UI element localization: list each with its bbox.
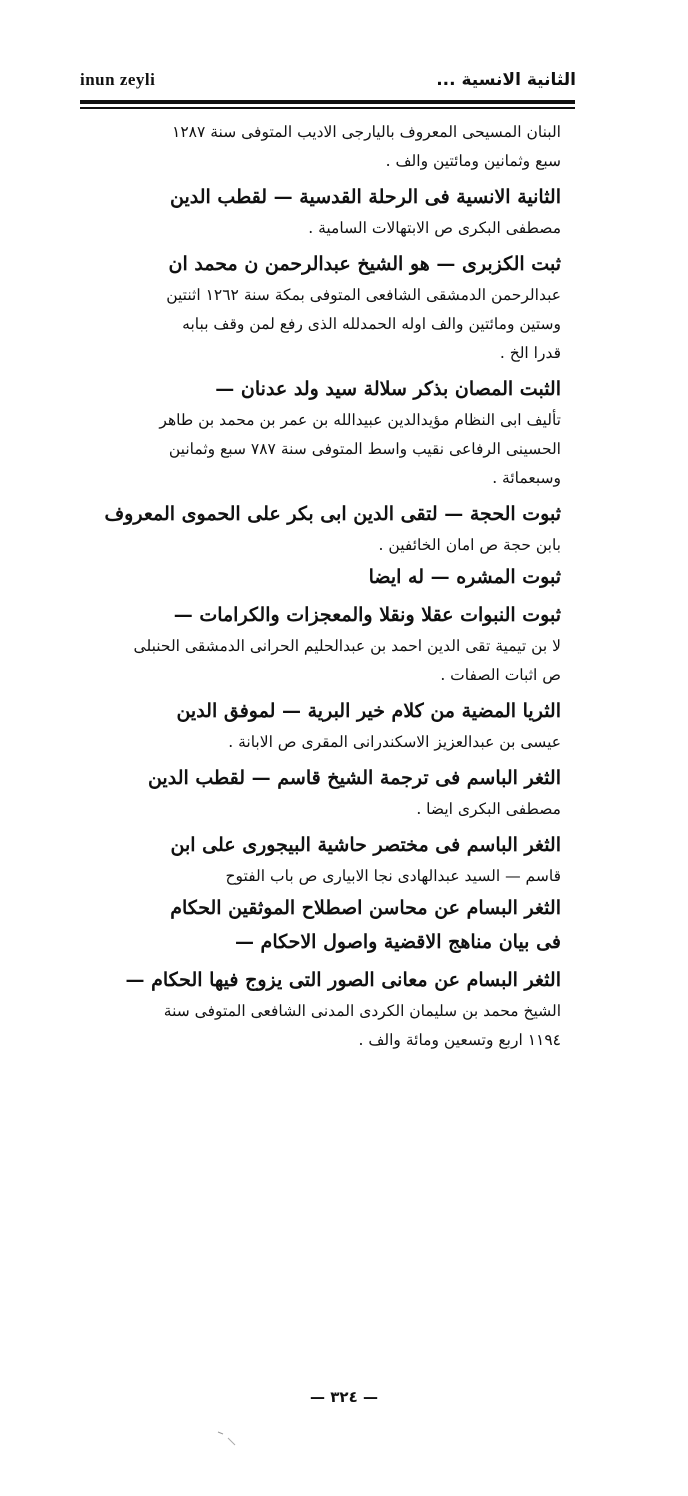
- text-line: الحسينى الرفاعى نقيب واسط المتوفى سنة ٧٨٧ سبع وثمانين: [168, 440, 561, 458]
- scan-speck: [216, 1428, 242, 1448]
- text-line: تأليف ابى النظام مؤيدالدين عبيدالله بن عمر بن محمد بن طاهر: [159, 411, 561, 429]
- header-running-title-arabic: الثانية الانسية ...: [436, 70, 576, 90]
- text-line: البنان المسيحى المعروف باليارجى الاديب المتوفى سنة ١٢٨٧: [172, 123, 561, 141]
- header-running-title-latin: inun zeyli: [80, 70, 156, 89]
- text-line: سبع وثمانين ومائتين والف .: [385, 152, 561, 170]
- text-line: عيسى بن عبدالعزيز الاسكندرانى المقرى ص الابانة .: [228, 733, 561, 751]
- page-body: [98, 118, 561, 1055]
- entry-title-line: الثريا المضية من كلام خير البرية — لموفق الدين: [176, 700, 561, 722]
- text-line: قدرا الخ .: [499, 344, 561, 362]
- text-line: عبدالرحمن الدمشقى الشافعى المتوفى بمكة سنة ١٢٦٢ اثنتين: [166, 286, 561, 304]
- entry-title-line: فى بيان مناهج الاقضية واصول الاحكام —: [234, 931, 561, 953]
- header-rule-thin: [80, 107, 575, 109]
- page-number: — ٣٢٤ —: [310, 1388, 378, 1406]
- entry-title-line: الثغر البسام عن معانى الصور التى يزوج فيها الحكام —: [125, 969, 561, 991]
- entry-title-line: الثانية الانسية فى الرحلة القدسية — لقطب الدين: [170, 186, 561, 208]
- header-rule-thick: [80, 100, 575, 104]
- text-line: بابن حجة ص امان الخائفين .: [378, 536, 561, 554]
- entry-title-line: الثغر الباسم فى ترجمة الشيخ قاسم — لقطب الدين: [147, 767, 561, 789]
- text-line: لا بن تيمية تقى الدين احمد بن عبدالحليم الحرانى الدمشقى الحنبلى: [133, 637, 561, 655]
- text-line: ص اثبات الصفات .: [440, 666, 561, 684]
- entry-title-line: ثبوت النبوات عقلا ونقلا والمعجزات والكرامات —: [173, 604, 561, 626]
- text-line: ١١٩٤ اربع وتسعين ومائة والف .: [358, 1031, 561, 1049]
- entry-title-line: الثغر الباسم فى مختصر حاشية البيجورى على ابن: [170, 834, 561, 856]
- text-line: وستين ومائتين والف اوله الحمدلله الذى رفع لمن وقف ببابه: [182, 315, 561, 333]
- entry-title-line: الثبت المصان بذكر سلالة سيد ولد عدنان —: [215, 378, 561, 400]
- entry-title-line: ثبت الكزبرى — هو الشيخ عبدالرحمن ن محمد ان: [168, 253, 561, 275]
- entry-title-line: الثغر البسام عن محاسن اصطلاح الموثقين الحكام: [170, 897, 561, 919]
- text-line: مصطفى البكرى ايضا .: [416, 800, 561, 818]
- entry-title-line: ثبوت الحجة — لتقى الدين ابى بكر على الحموى المعروف: [104, 503, 561, 525]
- text-line: مصطفى البكرى ص الابتهالات السامية .: [308, 219, 561, 237]
- entry-title-line: ثبوت المشره — له ايضا: [368, 566, 561, 588]
- text-line: الشيخ محمد بن سليمان الكردى المدنى الشافعى المتوفى سنة: [163, 1002, 561, 1020]
- text-line: قاسم — السيد عبدالهادى نجا الابيارى ص باب الفتوح: [225, 867, 561, 885]
- text-line: وسبعمائة .: [492, 469, 561, 487]
